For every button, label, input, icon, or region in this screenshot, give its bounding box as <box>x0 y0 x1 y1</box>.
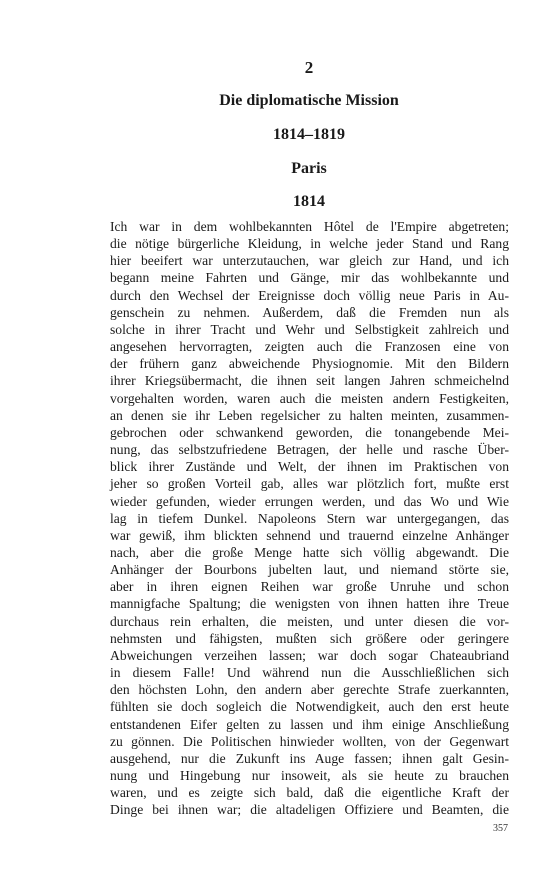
text-line: mannigfache Spaltung; die wenigsten von ihnen hatten ihre Treue <box>110 596 509 612</box>
text-line: in diesem Falle! Und während nun die Ausschließlichen sich <box>110 665 509 681</box>
chapter-year: 1814 <box>293 193 325 210</box>
text-line: Anhänger der Bourbons jubelten laut, und niemand störte sie, <box>110 562 509 578</box>
text-line: wieder gefunden, wieder errungen werden, und das Wo und Wie <box>110 493 509 509</box>
text-line: Abweichungen verzeihen lassen; war doch sogar Chateaubriand <box>110 647 509 663</box>
text-line: entstandenen Eifer gelten zu lassen und ihm einige Anschließung <box>110 716 509 732</box>
text-line: ausgehend, nur die Zukunft ins Auge fassen; ihnen galt Gesin- <box>110 750 509 766</box>
text-line: gebrochen oder schwankend geworden, die tonangebende Mei- <box>110 424 509 440</box>
text-line: lag in tiefem Dunkel. Napoleons Stern war untergegangen, das <box>110 510 509 526</box>
text-line: waren, und es zeigte sich bald, daß die eigentliche Kraft der <box>110 785 509 801</box>
text-line: hier beeifert war unterzutauchen, war gleich zur Hand, und ich <box>110 253 509 269</box>
chapter-place: Paris <box>291 160 327 177</box>
text-line: durch den Wechsel der Ereignisse doch völlig neue Paris in Au- <box>110 287 509 303</box>
chapter-number: 2 <box>304 58 314 77</box>
text-line: solche in ihrer Tracht und Wehr und Selbstigkeit zahlreich und <box>110 321 509 337</box>
text-line: Ich war in dem wohlbekannten Hôtel de l'Empire abgetreten; <box>110 219 509 234</box>
text-line: nach, aber die große Menge hatte sich völlig abgewandt. Die <box>110 544 509 560</box>
text-line: Dinge bei ihnen war; die altadeligen Offiziere und Beamten, die <box>110 802 509 818</box>
text-line: nung, das selbstzufriedene Betragen, der helle und rasche Über- <box>110 442 509 458</box>
text-line: die nötige bürgerliche Kleidung, in welche jeder Stand und Rang <box>110 236 509 252</box>
text-line: der frühern ganz abweichende Physiognomie. Mit den Bildern <box>110 356 509 372</box>
text-line: fühlten sie doch sogleich die Notwendigkeit, auch den erst heute <box>110 699 509 715</box>
text-line: genschein zu nehmen. Außerdem, daß die Fremden nun als <box>110 304 509 320</box>
chapter-dates: 1814–1819 <box>273 126 345 143</box>
text-line: den höchsten Lohn, den andern aber gerechte Strafe zuerkannten, <box>110 682 509 698</box>
body-paragraph <box>110 218 509 818</box>
text-line: aber in ihren eignen Reihen war große Unruhe und schon <box>110 579 509 595</box>
text-line: vorgehalten worden, waren auch die meisten andern Festigkeiten, <box>110 390 509 406</box>
text-line: war gewiß, ihm blickten sehnend und trauernd einzelne Anhänger <box>110 527 509 543</box>
text-line: zu gönnen. Die Politischen hinwieder wollten, von der Gegenwart <box>110 733 509 749</box>
text-line: begann meine Fahrten und Gänge, mir das wohlbekannte und <box>110 270 509 286</box>
chapter-title: Die diplomatische Mission <box>219 92 399 109</box>
text-line: durchaus rein erhalten, die meisten, und unter diesen die vor- <box>110 613 509 629</box>
text-line: nehmsten und fähigsten, mußten sich größere oder geringere <box>110 630 509 646</box>
text-line: angesehen hervorragten, zeigten auch die Franzosen eine von <box>110 339 509 355</box>
text-line: jeher so großen Vorteil gab, alles war plötzlich fort, mußte erst <box>110 476 509 492</box>
text-line: nung und Hingebung nur insoweit, als sie heute zu brauchen <box>110 768 509 783</box>
text-line: blick ihrer Zustände und Welt, der ihnen im Praktischen von <box>110 459 509 475</box>
text-line: ihrer Kriegsübermacht, die ihnen seit langen Jahren schmeichelnd <box>110 373 509 389</box>
text-line: an denen sie ihr Leben regelsicher zu halten meinten, zusammen- <box>110 407 509 423</box>
page-number: 357 <box>493 823 508 834</box>
